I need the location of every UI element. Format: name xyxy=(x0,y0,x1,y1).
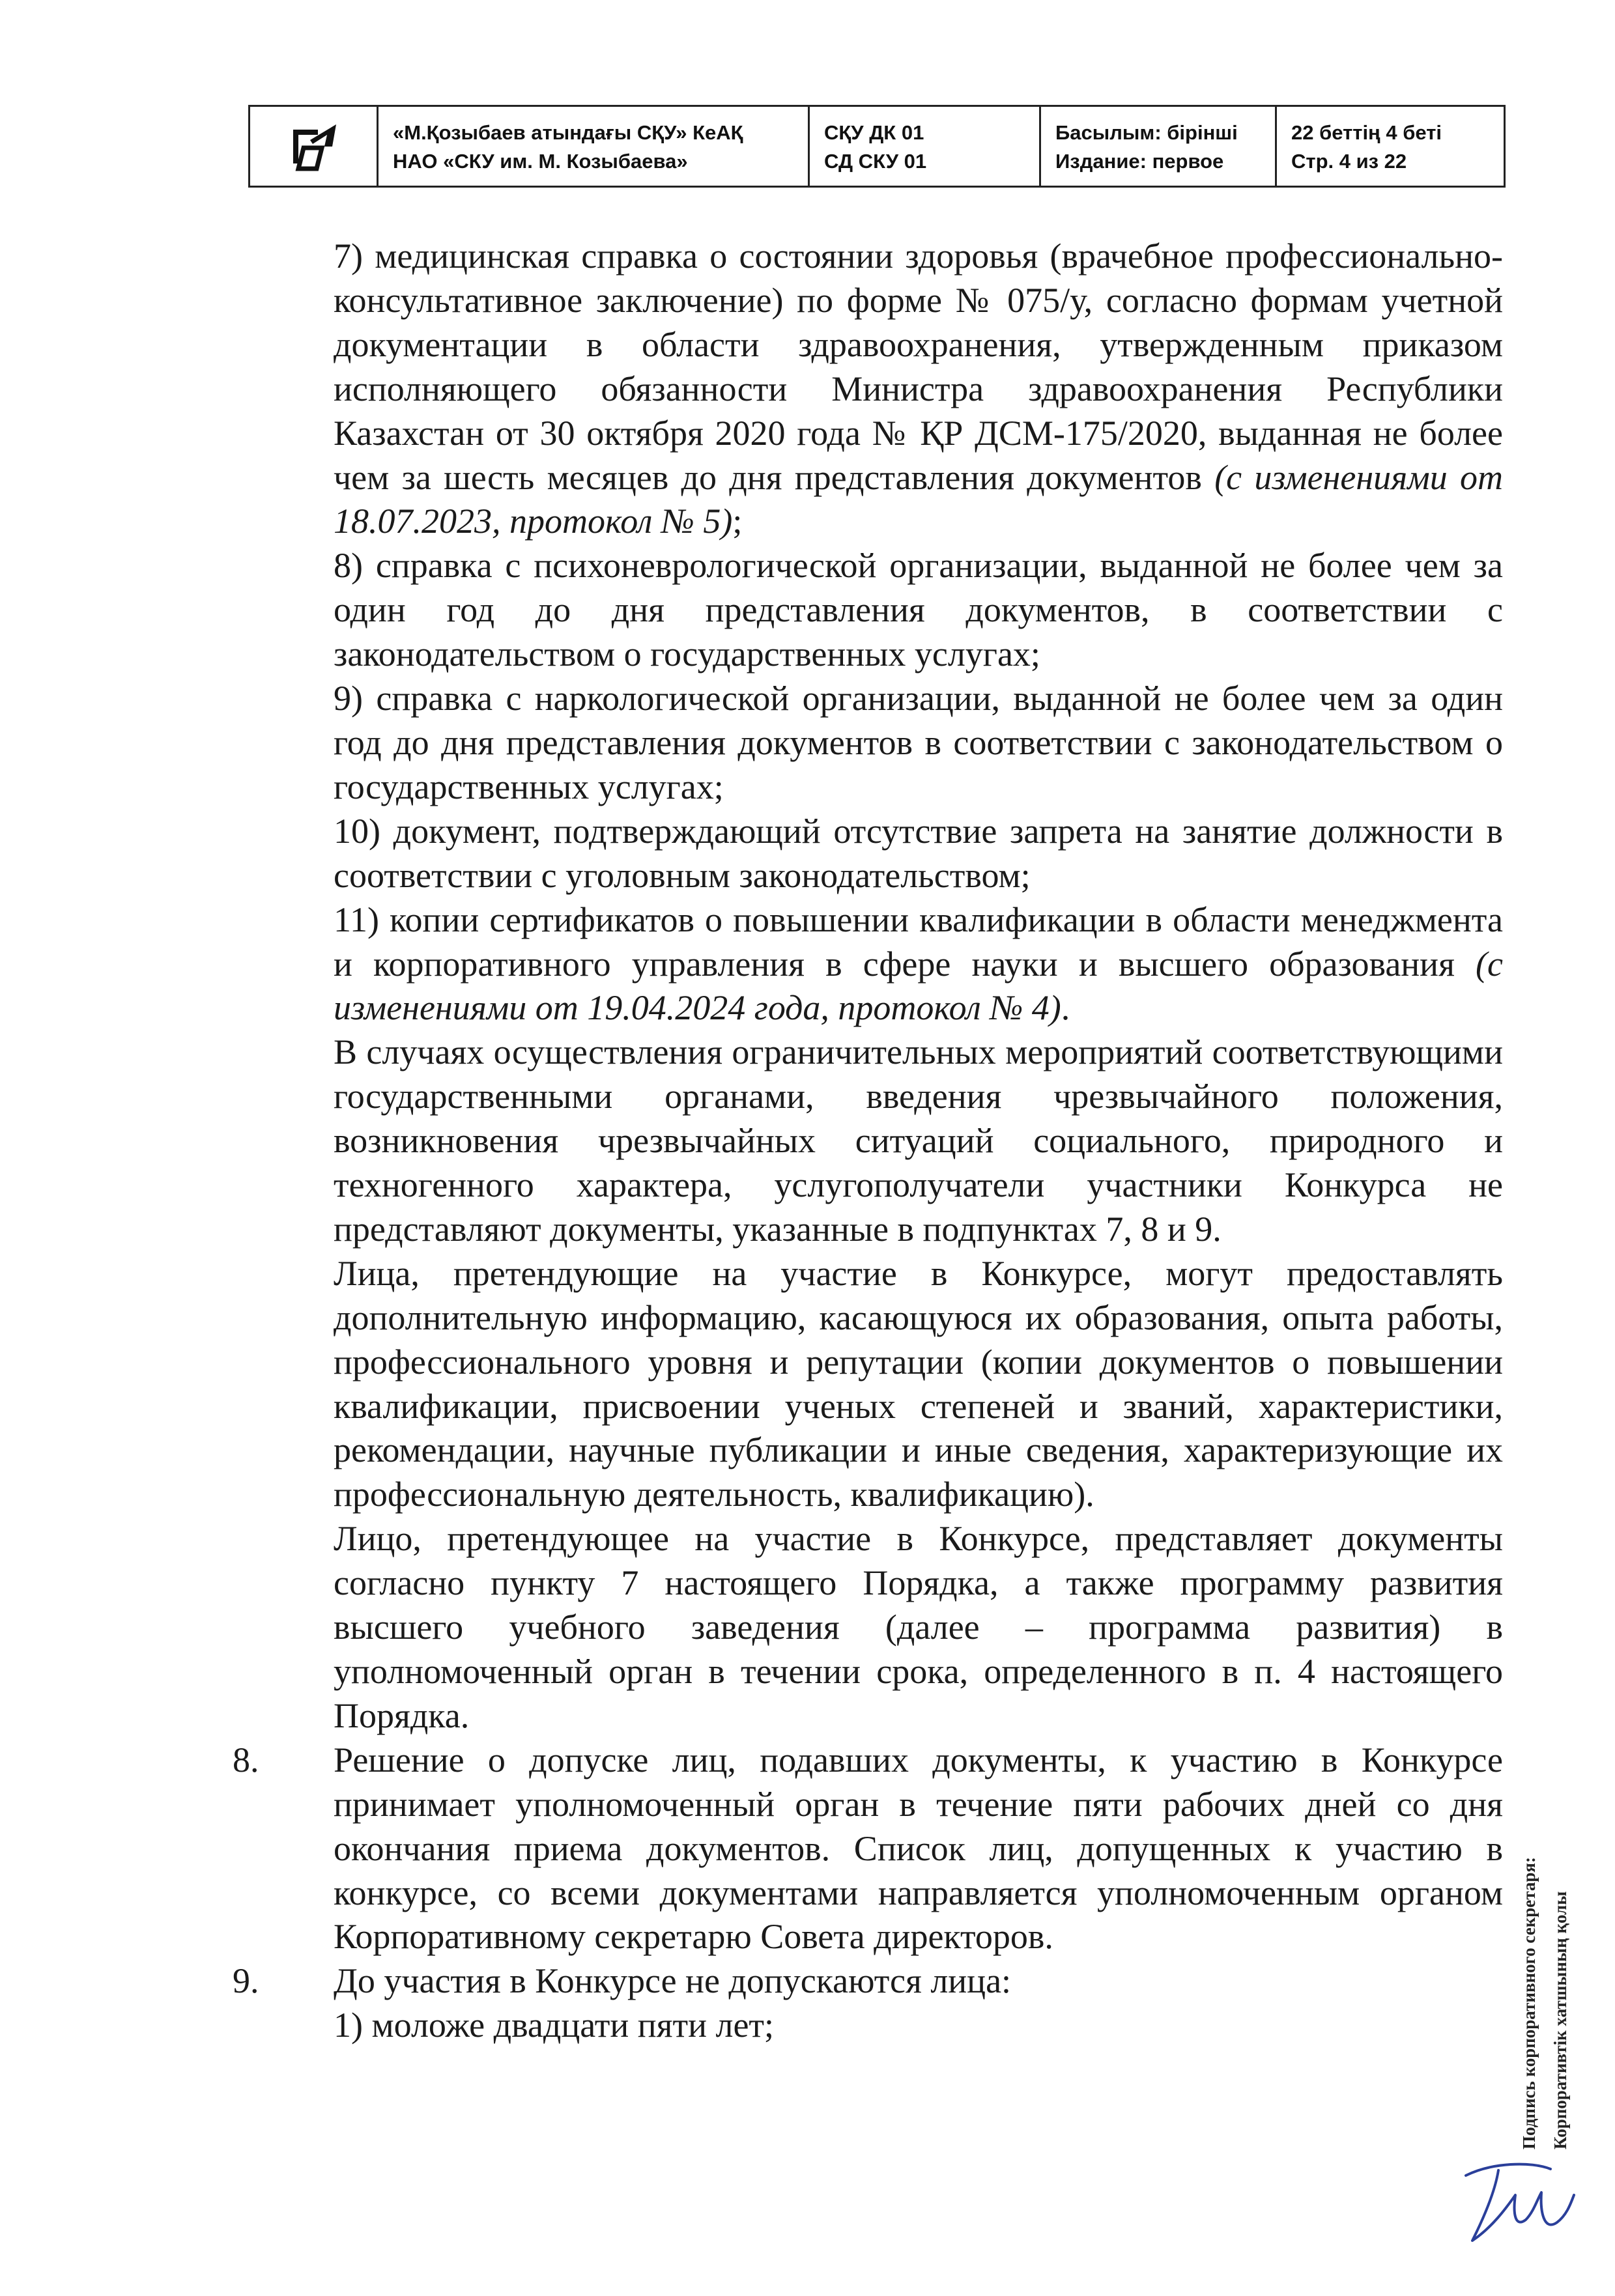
item-text: До участия в Конкурсе не допускаются лица: xyxy=(334,1961,1012,2001)
edition-cell xyxy=(1039,107,1275,186)
paragraph-subitem-10: 10) документ, подтверждающий отсутствие запрета на занятие должности в соответствии с уголовным законодательством; xyxy=(334,811,1503,895)
signature-label-ru: Подпись корпоративного секретаря: xyxy=(1519,1857,1539,2149)
signature-label-kz: Корпоративтік хатшының қолы xyxy=(1551,1891,1570,2149)
item-number: 9. xyxy=(233,1961,259,2001)
paragraph-subitem-7 xyxy=(334,234,1503,544)
document-code-ru: СД СКУ 01 xyxy=(824,150,927,173)
punctuation: ; xyxy=(732,502,743,541)
handwritten-signature xyxy=(1453,2149,1590,2254)
document-code-cell xyxy=(808,107,1039,186)
amendment-note: (с изменениями от 19.04.2024 года, протокол № 4) xyxy=(334,944,1503,1028)
page-number-kz: 22 беттің 4 беті xyxy=(1291,121,1442,144)
document-code-kz: СҚУ ДК 01 xyxy=(824,121,924,144)
paragraph-subitem-8: 8) справка с психоневрологической организации, выданной не более чем за один год до дня представления документов, в соответствии с законодательством о государственных услугах; xyxy=(334,546,1503,674)
edition-ru: Издание: первое xyxy=(1055,150,1224,173)
logo-cell xyxy=(250,107,377,186)
page-number-cell xyxy=(1275,107,1504,186)
organization-cell xyxy=(377,107,808,186)
item-text: Решение о допуске лиц, подавших документы, к участию в Конкурсе принимает уполномоченный орган в течение пяти рабочих дней со дня окончания приема документов. Список лиц, допущенных к участию в конкурсе, со всеми документами направляется уполномоченным органом Корпоративному секретарю Совета директоров. xyxy=(334,1740,1503,1957)
paragraph-text: 7) медицинская справка о состоянии здоровья (врачебное профессионально-консультативное заключение) по форме № 075/у, согласно формам учетной документации в области здравоохранения, утвержденным приказом исполняющего обязанности Министра здравоохранения Республики Казахстан от 30 октября 2020 года № ҚР ДСМ-175/2020, выданная не более чем за шесть месяцев до дня представления документов xyxy=(334,236,1503,497)
paragraph-emergency-exemption: В случаях осуществления ограничительных мероприятий соответствующими государственными органами, введения чрезвычайного положения, возникновения чрезвычайных ситуаций социального, природного и техногенного характера, услугополучатели участники Конкурса не представляют документы, указанные в подпунктах 7, 8 и 9. xyxy=(334,1032,1503,1249)
amendment-note: (с изменениями от 18.07.2023, протокол № 5) xyxy=(334,457,1503,541)
numbered-item-8 xyxy=(233,1738,1503,1960)
document-header-table xyxy=(248,105,1506,188)
corporate-secretary-signature-label xyxy=(1519,1798,1577,2149)
university-logo-icon xyxy=(284,120,343,173)
edition-kz: Басылым: бірінші xyxy=(1055,121,1238,144)
organization-name-ru: НАО «СКУ им. М. Козыбаева» xyxy=(393,150,688,173)
numbered-item-9 xyxy=(233,1959,1503,2004)
document-body xyxy=(0,234,1615,2048)
paragraph-item-9-subitem-1: 1) моложе двадцати пяти лет; xyxy=(334,2005,775,2045)
paragraph-subitem-9: 9) справка с наркологической организации, выданной не более чем за один год до дня представления документов в соответствии с законодательством о государственных услугах; xyxy=(334,679,1503,806)
paragraph-development-program: Лицо, претендующее на участие в Конкурсе, представляет документы согласно пункту 7 настоящего Порядка, а также программу развития высшего учебного заведения (далее – программа развития) в уполномоченный орган в течении срока, определенного в п. 4 настоящего Порядка. xyxy=(334,1519,1503,1735)
paragraph-text: 11) копии сертификатов о повышении квалификации в области менеджмента и корпоративного управления в сфере науки и высшего образования xyxy=(334,900,1503,984)
item-number: 8. xyxy=(233,1740,259,1779)
paragraph-subitem-11 xyxy=(334,898,1503,1031)
page-number-ru: Стр. 4 из 22 xyxy=(1291,150,1407,173)
organization-name-kz: «М.Қозыбаев атындағы СҚУ» КеАҚ xyxy=(393,121,743,144)
paragraph-additional-information: Лица, претендующие на участие в Конкурсе, могут предоставлять дополнительную информацию, касающуюся их образования, опыта работы, профессионального уровня и репутации (копии документов о повышении квалификации, присвоении ученых степеней и званий, характеристики, рекомендации, научные публикации и иные сведения, характеризующие их профессиональную деятельность, квалификацию). xyxy=(334,1253,1503,1514)
punctuation: . xyxy=(1061,988,1070,1028)
